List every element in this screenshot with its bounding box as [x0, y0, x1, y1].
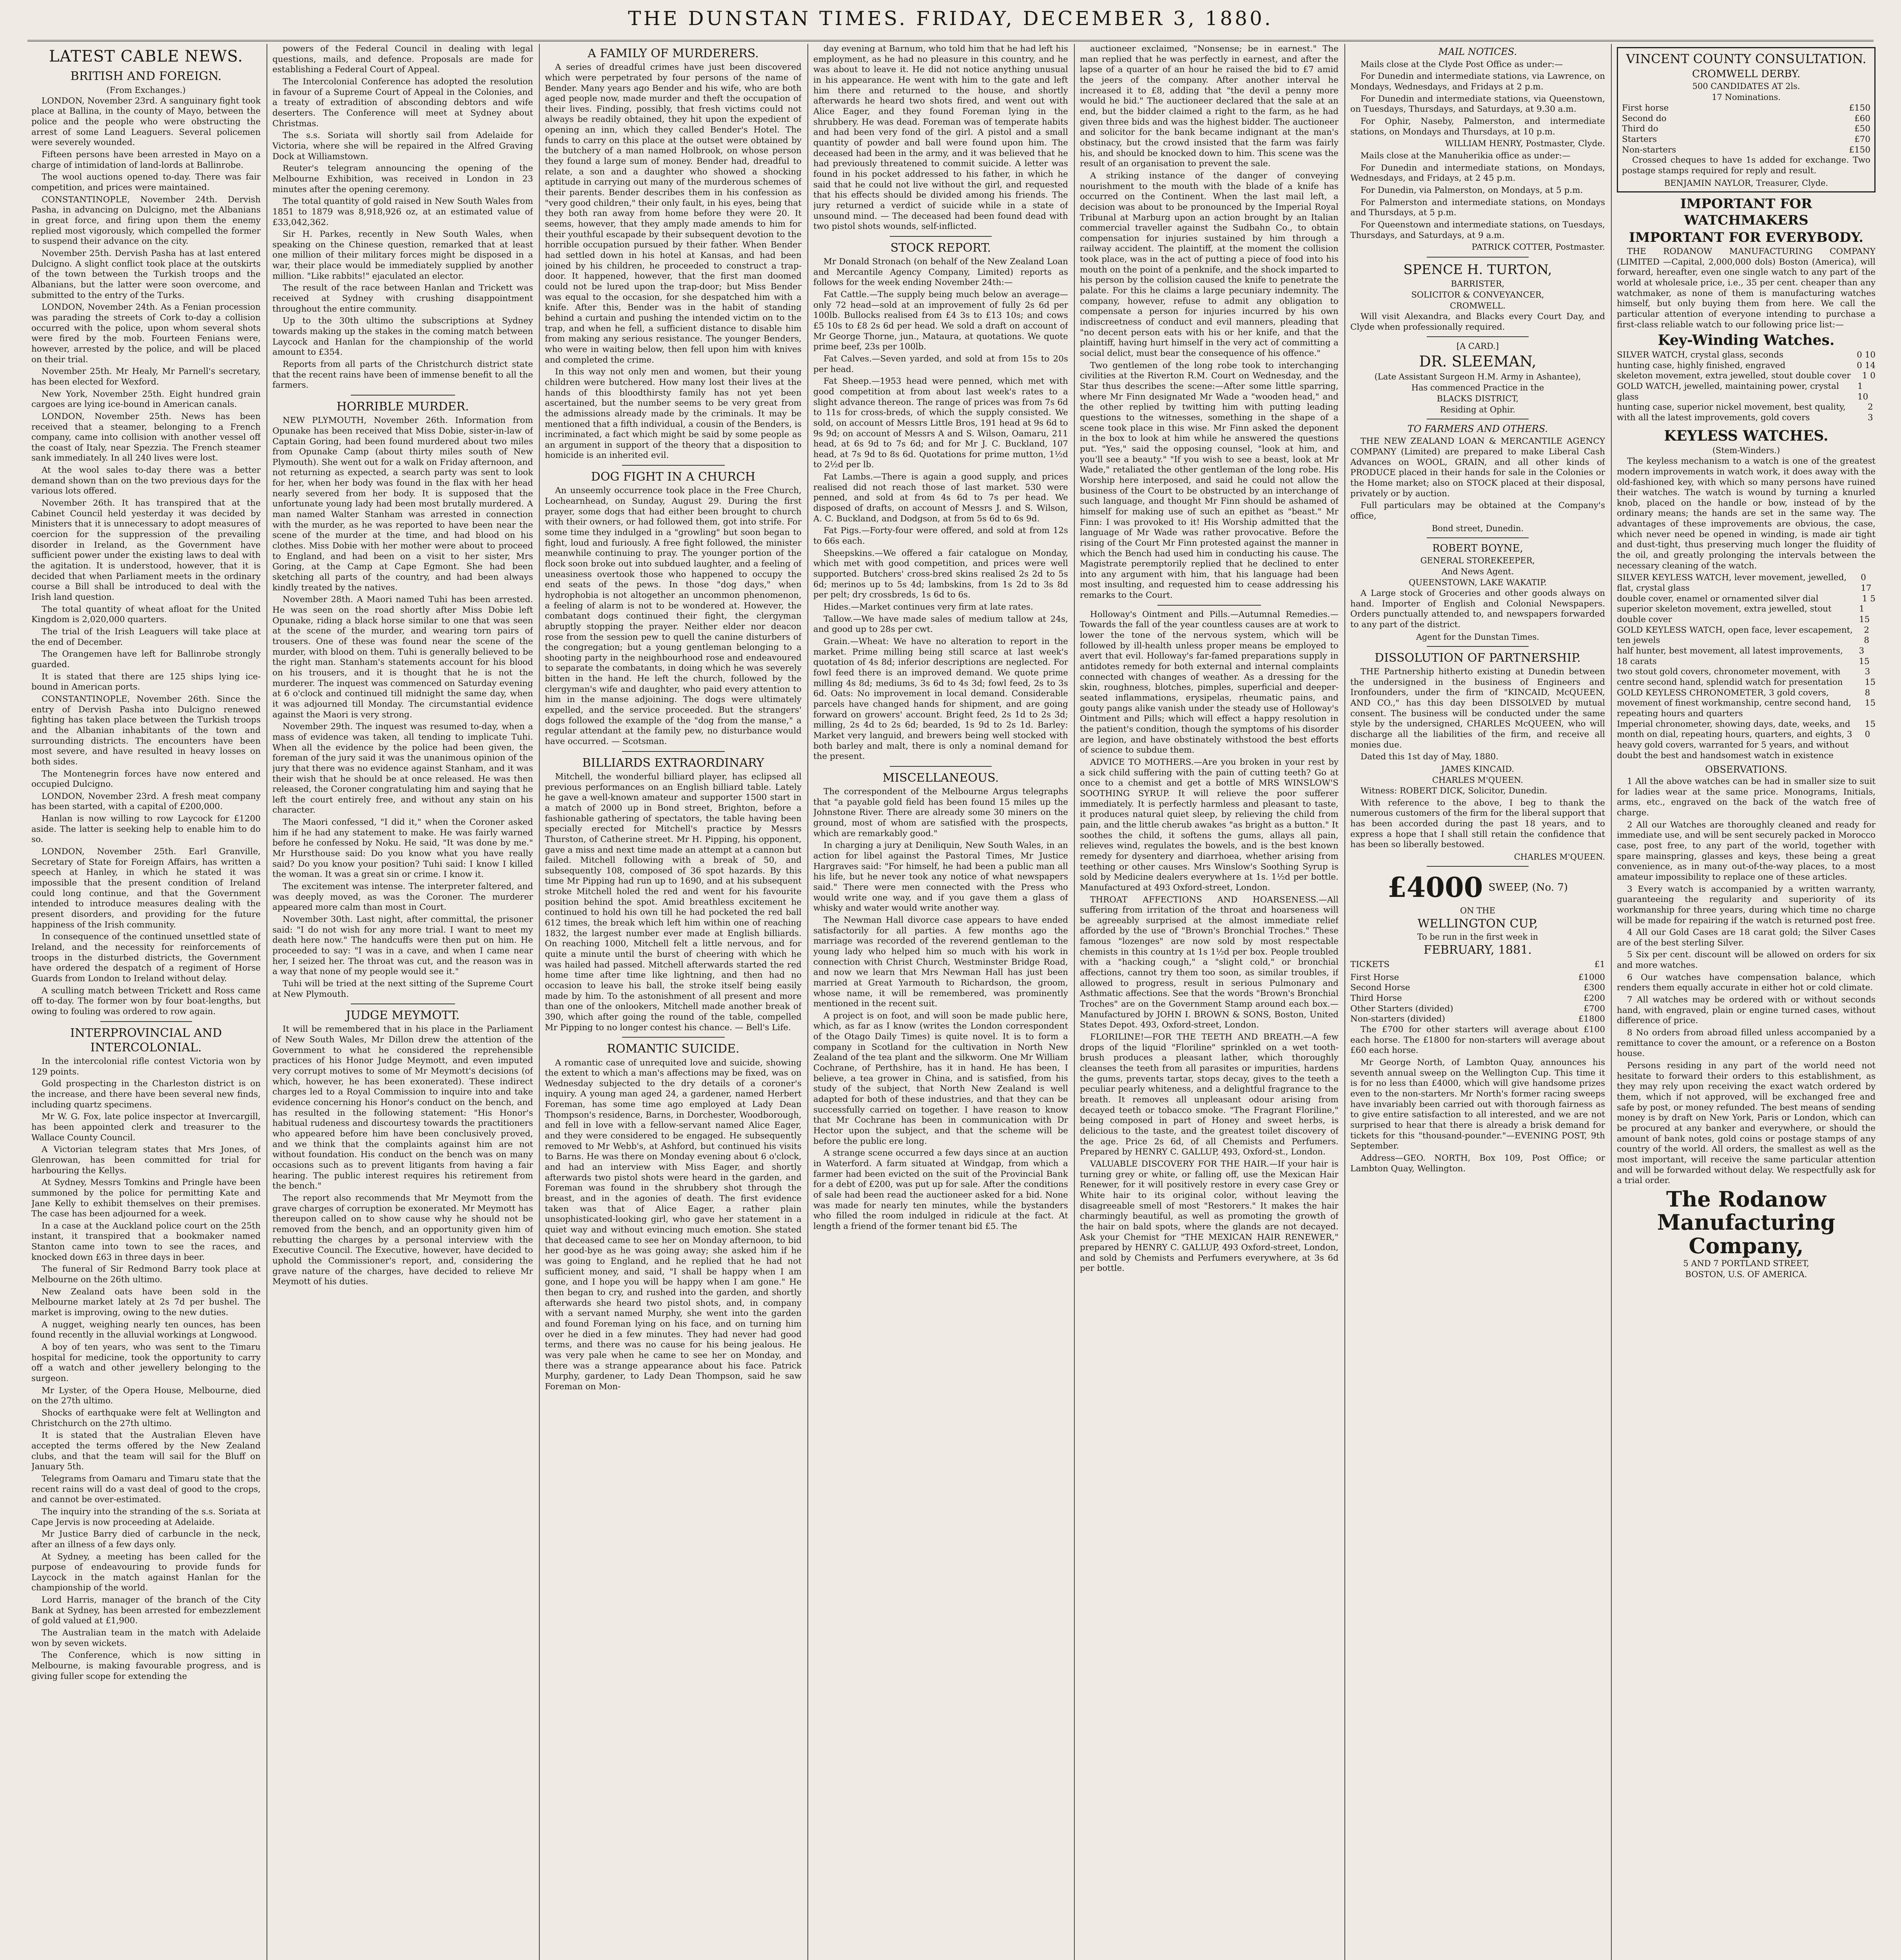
paragraph: Mitchell, the wonderful billiard player, has eclipsed all previous performances on an English billiard table. Lately he gave a well-known amateur and supporter 1500 start in a match of 2000 up in Bond street, Brighton, before a fashionable gathering of spectators, the table having been specially erected for Mitchell's practice by Messrs Thurston, of Catherine street. Mr H. Pipping, his opponent, gave a miss and next time made an attempt at a cannon but failed. Mitchell following with a break of 50, and subsequently 108, composed of 36 spot hazards. By this time Mr Pipping had run up to 1690, and at his subsequent stroke Mitchell holed the red and went for his favourite position behind the spot. Amid breathless excitement he continued to hold his own till he had pocketed the red ball 612 times, the break which left him within one of reaching 1832, the largest number ever made at English billiards. On reaching 1000, Mitchell felt a little nervous, and for quite a minute until the burst of cheering with which he was hailed had passed. Mitchell afterwards started the red home time after time like lightning, and then had no occasion to leave his ball, the stroke itself being easily made by him. To the astonishment of all present and more than one of the onlookers, Mitchell made another break of 390, which after going the round of the table, compelled Mr Pipping to no longer contest his chance. — Bell's Life.	[545, 771, 802, 1033]
paragraph: Sir H. Parkes, recently in New South Wales, when speaking on the Chinese question, remarked that at least one million of their military forces might be disposed in a war, their place would be immediately supplied by another million. "Like rabbits!" ejaculated an elector.	[272, 229, 533, 281]
paragraph: The result of the race between Hanlan and Trickett was received at Sydney with crushing disappointment throughout the entire community.	[272, 283, 533, 314]
paragraph: The report also recommends that Mr Meymott from the grave charges of corruption be exonerated. Mr Meymott has thereupon called on to show cause why he should not be removed from the bench, and an opportunity given him of rebutting the charges by a personal interview with the Executive Council. The Executive, however, have decided to uphold the Commissioner's report, and, considering the grave nature of the charges, have decided to relieve Mr Meymott of his duties.	[272, 1193, 533, 1287]
advertisement-bronchial-troches: THROAT AFFECTIONS AND HOARSENESS.—All suffering from irritation of the throat and hoarseness will be agreeably surprised at the almost immediate relief afforded by the use of "Brown's Bronchial Troches." These famous "lozenges" are now sold by most respectable chemists in this country at 1s 1½d per box. People troubled with a "hacking cough," a "slight cold," or bronchial affections, cannot try them too soon, as similar troubles, if allowed to progress, result in serious Pulmonary and Asthmatic affections. See that the words "Brown's Bronchial Troches" are on the Government Stamp around each box.—Manufactured by JOHN I. BROWN & SONS, Boston, United States Depot. 493, Oxford-street, London.	[1080, 895, 1339, 1030]
paragraph: November 29th. The inquest was resumed to-day, when a mass of evidence was taken, all tending to implicate Tuhi. When all the evidence by the police had been given, the foreman of the jury said it was the unanimous opinion of the jury that there was no evidence against Stanham, and it was their wish that he should be at once released. He was then released, the Coroner congratulating him and saying that he left the court entirely free, and without any stain on his character.	[272, 722, 533, 815]
price-row	[1617, 667, 1876, 688]
paragraph: It is stated that there are 125 ships lying ice-bound in American ports.	[31, 671, 261, 692]
paragraph: It is stated that the Australian Eleven have accepted the terms offered by the New Zealand clubs, and that the team will sail for the Bluff on January 5th.	[31, 1430, 261, 1472]
consultation-note: Crossed cheques to have 1s added for exchange. Two postage stamps required for reply and result.	[1622, 155, 1870, 176]
consultation-prize-row	[1622, 134, 1870, 145]
keyless-subtitle: (Stem-Winders.)	[1712, 446, 1780, 456]
dissolution-signature: CHARLES M'QUEEN.	[1432, 775, 1524, 785]
turton-line: SOLICITOR & CONVEYANCER,	[1411, 290, 1544, 300]
advertisement-hair-renewer: VALUABLE DISCOVERY FOR THE HAIR.—If your hair is turning grey or white, or falling off, use the Mexican Hair Renewer, for it will positively restore in every case Grey or White hair to its original color, without leaving the disagreeable smell of most "Restorers." It makes the hair charmingly beautiful, as well as promoting the growth of the hair on bald spots, where the glands are not decayed. Ask your Chemist for "THE MEXICAN HAIR RENEWER," prepared by HENRY C. GALLUP, 493 Oxford-street, London, and sold by Chemists and Perfumers everywhere, at 3s 6d per bottle.	[1080, 1159, 1339, 1274]
paragraph: November 28th. A Maori named Tuhi has been arrested. He was seen on the road shortly after Miss Dobie left Opunake, riding a black horse similar to one that was seen at the scene of the murder, and wearing torn pairs of trousers. One of these was found near the scene of the murder, with blood on them. Tuhi is generally believed to be the right man. Stanham's statements account for his blood on his trousers, and it is thought that he is not the murderer. The inquest was commenced on Saturday evening at 6 o'clock and continued till midnight the same day, when it was adjourned till Monday. The circumstantial evidence against the Maori is very strong.	[272, 595, 533, 720]
prize-amount: £1800	[1578, 1014, 1605, 1024]
paragraph: Reuter's telegram announcing the opening of the Melbourne Exhibition, was received in London in 23 minutes after the opening ceremony.	[272, 163, 533, 194]
prize-label: Other Starters (divided)	[1350, 1004, 1453, 1014]
paragraph: A nugget, weighing nearly ten ounces, has been found recently in the alluvial workings at Longwood.	[31, 1319, 261, 1340]
prize-label: Third Horse	[1350, 993, 1402, 1004]
paragraph: A romantic case of unrequited love and suicide, showing the extent to which a man's affections may be fixed, was on Wednesday subjected to the dry details of a coroner's inquiry. A young man aged 24, a gardener, named Herbert Foreman, has some time ago employed at Lady Dean Thompson's residence, Barns, in Dorchester, Woodborough, and fell in love with a fellow-servant named Alice Eager, and they were considered to be engaged. He subsequently removed to Mr Webb's, at Ashford, but continued his visits to Barns. He was there on Monday evening about 6 o'clock, and had an interview with Miss Eager, and shortly afterwards two pistol shots were heard in the garden, and Foreman was found in the shrubbery shot through the breast, and in the agonies of death. The first evidence taken was that of Alice Eager, a rather plain unsophisticated-looking girl, who gave her statement in a quiet way and without evincing much emotion. She stated that deceased came to see her on Monday afternoon, to bid her good-bye as he was going away; she asked him if he was going to England, and he replied that he had not sufficient money, and said, "I shall be happy when I am gone, and I hope you will be happy when I am gone." He then began to cry, and rushed into the garden, and shortly afterwards she heard two pistol shots, and, in company with a servant named Murphy, she went into the garden and found Foreman lying on his face, and on turning him over he died in a few minutes. They had never had good terms, and there was no cause for his being jealous. He was very pale when he came to see her on Monday, and there was a strange appearance about his face. Patrick Murphy, gardener, to Lady Dean Thompson, said he saw Foreman on Mon-	[545, 1058, 802, 1392]
consultation-nominations: 17 Nominations.	[1712, 92, 1781, 102]
mail-line: For Dunedin and intermediate stations, on Mondays, Wednesdays, and Fridays, at 2 45 p.m.	[1350, 163, 1605, 183]
paragraph: A Victorian telegram states that Mrs Jones, of Glenrowan, has been committed for trial for harbouring the Kellys.	[31, 1145, 261, 1176]
observation: 2 All our Watches are thoroughly cleaned and ready for immediate use, and will be sent securely packed in Morocco case, post free, to any part of the world, together with spare mainspring, glasses and keys, these being a great convenience, as in many out-of-the-way places, to a most amateur impossibility to replace one of these articles.	[1617, 820, 1876, 882]
column-rule	[539, 44, 540, 1960]
paragraph: Mr W. G. Fox, late police inspector at Invercargill, has been appointed clerk and treasurer to the Wallace County Council.	[31, 1112, 261, 1143]
paragraph: The Maori confessed, "I did it," when the Coroner asked him if he had any statement to make. He was fairly warned before he confessed by Noku. He said, "It was done by me." Mr Hursthouse said: Do you know what you have really said? Do you know your position? Tuhi said: I know I killed the woman. It was a great sin or crime. I know it.	[272, 817, 533, 880]
boyne-agent: Agent for the Dunstan Times.	[1416, 632, 1540, 642]
dissolution-note: With reference to the above, I beg to thank the numerous customers of the firm for the liberal support that has been accorded during the past 18 years, and to express a hope that I shall still retain the confidence that has been so liberally bestowed.	[1350, 798, 1605, 850]
mail-line: For Ophir, Naseby, Palmerston, and intermediate stations, on Mondays and Thursdays, at 10 p.m.	[1350, 116, 1605, 137]
paragraph: November 25th. Dervish Pasha has at last entered Dulcigno. A slight conflict took place at the outskirts of the town between the Turkish troops and the Albanians, but the latter were soon overcome, and submitted to the entry of the Turks.	[31, 249, 261, 300]
paragraph: Gold prospecting in the Charleston district is on the increase, and there have been several new finds, including quartz specimens.	[31, 1079, 261, 1110]
dissolution-signature: JAMES KINCAID.	[1441, 764, 1515, 774]
divider	[1427, 257, 1529, 258]
price-value: 0 10	[1857, 350, 1876, 360]
boyne-line: QUEENSTOWN, LAKE WAKATIP.	[1409, 578, 1547, 588]
article-body	[272, 416, 533, 1000]
sweep-note: Mr George North, of Lambton Quay, announces his seventh annual sweep on the Wellington Cup. This time it is for no less than £4000, which will give handsome prizes even to the non-starters. Mr North's former racing sweeps have invariably been carried out with thorough fairness as to give entire satisfaction to all interested, and we are not surprised to hear that there is already a brisk demand for tickets for this "thousand-pounder."—EVENING POST, 9th September.	[1350, 1058, 1605, 1151]
section-subheading: JUDGE MEYMOTT.	[346, 1009, 460, 1023]
boyne-name: ROBERT BOYNE,	[1432, 542, 1523, 554]
paragraph: The Conference, which is now sitting in Melbourne, is making favourable progress, and is giving fuller scope for extending the	[31, 1650, 261, 1681]
prize-label: Starters	[1622, 134, 1657, 144]
column-rule	[1344, 44, 1345, 1960]
paragraph: Tallow.—We have made sales of medium tallow at 24s, and good up to 28s per cwt.	[813, 614, 1068, 635]
paragraph: NEW PLYMOUTH, November 26th. Information from Opunake has been received that Miss Dobie, sister-in-law of Captain Goring, had been found murdered about two miles from Opunake Camp (about thirty miles south of New Plymouth). She went out for a walk on Friday afternoon, and not returning as expected, a search party was sent to look for her, when her body was found in the flax with her head nearly severed from her body. It is supposed that the unfortunate young lady had been most brutally murdered. A man named Walter Stanham was arrested in connection with the murder, as he was reported to have been near the scene of the murder at the time, and had blood on his clothes. Miss Dobie with her mother were about to proceed to England, and had been on a visit to her sister, Mrs Goring, at the Camp at Cape Egmont. She had been sketching all parts of the country, and had been always kindly treated by the natives.	[272, 416, 533, 593]
price-value: 0 17	[1861, 573, 1872, 593]
prize-amount: £200	[1584, 993, 1605, 1004]
section-subheading: HORRIBLE MURDER.	[336, 400, 469, 414]
price-value: 2 3	[1868, 402, 1873, 423]
sweep-line: ON THE	[1460, 906, 1495, 915]
boyne-line: GENERAL STOREKEEPER,	[1420, 556, 1535, 565]
price-row	[1617, 646, 1876, 667]
consultation-box	[1617, 47, 1876, 192]
paragraph: auctioneer exclaimed, "Nonsense; be in earnest." The man replied that he was perfectly in earnest, and after the lapse of a quarter of an hour he raised the bid to £7 amid the jeers of the company. After another interval he increased it to £8, adding that "the devil a penny more would he bid." The auctioneer declared that the sale at an end, but the bidder claimed a right to the farm, as he had given three bids and was the highest bidder. The auctioneer and solicitor for the bank became indignant at the man's obstinacy, but the crowd insisted that the farm was fairly his, and should be knocked down to him. This scene was the result of an organisation to prevent the sale.	[1080, 44, 1339, 169]
section-subheading: DOG FIGHT IN A CHURCH	[591, 470, 756, 484]
price-label: GOLD WATCH, jewelled, maintaining power, crystal glass	[1617, 381, 1839, 402]
consultation-prize-row	[1622, 114, 1870, 124]
divider	[890, 766, 992, 767]
paragraph: Telegrams from Oamaru and Timaru state that the recent rains will do a vast deal of good to the crops, and cannot be over-estimated.	[31, 1474, 261, 1505]
prize-label: First Horse	[1350, 972, 1399, 982]
column-rule	[1074, 44, 1075, 1960]
mail-line: For Dunedin, via Palmerston, on Mondays, at 5 p.m.	[1360, 185, 1583, 195]
paragraph: A strange scene occurred a few days since at an auction in Waterford. A farm situated at Windgap, from which a farmer had been evicted on the suit of the Provincial Bank for a debt of £200, was put up for sale. After the conditions of sale had been read the auctioneer asked for a bid. None was made for nearly ten minutes, while the bystanders who filled the room indulged in ridicule at the fact. At length a friend of the former tenant bid £5. The	[813, 1148, 1068, 1231]
paragraph: An unseemly occurrence took place in the Free Church, Lochearnhead, on Sunday, August 29. During the first prayer, some dogs that had either been brought to church with their owners, or had followed them, got into strife. For some time they indulged in a "growling" but soon began to fight, loud and furiously. A free fight followed, the minister meanwhile continuing to pray. The younger portion of the flock soon broke out into subdued laughter, and a feeling of uneasiness overtook those who happened to occupy the end seats of the pews. In those "dog days," when hydrophobia is not altogether an uncommon phenomenon, a feeling of alarm is not to be wondered at. However, the combatant dogs continued their fight, the clergyman abruptly stopping the prayer. Neither elder nor deacon rose from the session pew to quell the canine disturbers of the congregation; but a young gentleman belonging to a shooting party in the neighbourhood rose and endeavoured to separate the combatants, in doing which he was severely bitten in the hand. He left the church, followed by the clergyman's wife and daughter, who paid every attention to him in the manse adjoining. The dogs were ultimately expelled, and the service proceeded. But the strangers' dogs followed the example of the "dog from the manse," a regular attendant at the family pew, no disturbance would have occurred. — Scotsman.	[545, 486, 802, 747]
section-subheading: INTERPROVINCIAL AND INTERCOLONIAL.	[70, 1026, 222, 1054]
article-body	[31, 96, 261, 1017]
price-label: SILVER WATCH, crystal glass, seconds	[1617, 350, 1784, 360]
observation: 1 All the above watches can be had in smaller size to suit for ladies wear at the same price. Monograms, Initials, arms, etc., engraved on the back of the watch free of charge.	[1617, 776, 1876, 818]
observation: 7 All watches may be ordered with or without seconds hand, with engraved, plain or engine turned cases, without difference of price.	[1617, 995, 1876, 1026]
price-row	[1617, 371, 1876, 381]
sweep-prize-row	[1350, 973, 1605, 983]
rodanow-persons: Persons residing in any part of the world need not hesitate to forward their orders to this establishment, as they may rely upon receiving the exact watch ordered by them, which if not approved, will be exchanged free and safe by post, or money refunded. The best means of sending money is by draft on New York, Paris or London, which can be procured at any banker and everywhere, or should the amount of bank notes, gold coins or postage stamps of any country of the world. All orders, the smallest as well as the most important, will receive the same particular attention and will be forwarded without delay. We respectfully ask for a trial order.	[1617, 1061, 1876, 1186]
consultation-signature: BENJAMIN NAYLOR, Treasurer, Clyde.	[1664, 178, 1828, 188]
paragraph: The Australian team in the match with Adelaide won by seven wickets.	[31, 1628, 261, 1648]
price-row	[1617, 381, 1876, 402]
boyne-text: A Large stock of Groceries and other goods always on hand. Importer of English and Colonial Newspapers. Orders punctually attended to, and newspapers forwarded to any part of the district.	[1350, 588, 1605, 630]
price-row	[1617, 604, 1876, 625]
paragraph: Mr Justice Barry died of carbuncle in the neck, after an illness of a few days only.	[31, 1529, 261, 1550]
sweep-note: The £700 for other starters will average about £100 each horse. The £1800 for non-starters will average about £60 each horse.	[1350, 1025, 1605, 1056]
column-7	[1617, 44, 1876, 1960]
keyless-title: KEYLESS WATCHES.	[1664, 427, 1828, 444]
sweep-tickets	[1350, 960, 1605, 970]
turton-line: BARRISTER,	[1451, 279, 1505, 289]
price-value: 1 5	[1862, 593, 1876, 604]
paragraph: In the intercolonial rifle contest Victoria won by 129 points.	[31, 1056, 261, 1077]
paragraph: A boy of ten years, who was sent to the Timaru hospital for medicine, took the opportunity to carry off a watch and other jewellery belonging to the surgeon.	[31, 1342, 261, 1383]
prize-label: Non-starters (divided)	[1350, 1014, 1445, 1024]
paragraph: The inquiry into the stranding of the s.s. Soriata at Cape Jervis is now proceeding at Adelaide.	[31, 1506, 261, 1527]
paragraph: The s.s. Soriata will shortly sail from Adelaide for Victoria, where she will be repaired in the Alfred Graving Dock at Williamstown.	[272, 131, 533, 162]
paragraph: At the wool sales to-day there was a better demand shown than on the two previous days for the various lots offered.	[31, 465, 261, 496]
price-row	[1617, 350, 1876, 361]
paragraph: In this way not only men and women, but their young children were butchered. How many lost their lives at the hands of this bloodthirsty family has not yet been ascertained, but the number seems to be very great from the admissions already made by the criminals. It may be mentioned that a fifth individual, a cousin of the Benders, is incriminated, a fact which might be said by some people as an argument in support of the theory that a disposition to homicide is an inherited evil.	[545, 367, 802, 461]
paragraph: Two gentlemen of the long robe took to interchanging civilities at the Riverton R.M. Court on Wednesday, and the Star thus describes the scene:—After some little sparring, where Mr Finn designated Mr Wade a "wooden head," and the other replied by twitting him with putting leading questions to the witnesses, something in the shape of a scene took place in this wise. Mr Finn asked the deponent in the box to look at him while he answered the questions put. "Yes," said the opposing counsel, "look at him, and you'll see a beauty." "If you wish to see a beast, look at Mr Wade," retaliated the other gentleman of the long robe. His Worship here interposed, and said he could not allow the business of the Court to be obstructed by an interchange of such language, and thought Mr Finn should be ashamed of himself for making use of such an epithet as "beast." Mr Finn: I was provoked to it! His Worship admitted that the language of Mr Wade was rather provocative. Before the rising of the Court Mr Finn protested against the manner in which the Bench had used him in conducting his cause. The Magistrate peremptorily replied that he declined to enter into any argument with him, that his language had been most insulting, and requested him to cease addressing his remarks to the Court.	[1080, 360, 1339, 601]
column-4	[813, 44, 1068, 1960]
paragraph: LONDON, November 25th. Earl Granville, Secretary of State for Foreign Affairs, has written a speech at Hanley, in which he stated it was impossible that the present condition of Ireland could long continue, and that the Government intended to introduce measures dealing with the present disorders, and providing for the future happiness of the Irish community.	[31, 847, 261, 930]
price-value: 0 14	[1857, 360, 1876, 370]
prize-amount: £150	[1849, 103, 1870, 113]
sweep-prize-row	[1350, 983, 1605, 993]
turton-line: CROMWELL.	[1449, 301, 1506, 311]
paragraph: The correspondent of the Melbourne Argus telegraphs that "a payable gold field has been found 15 miles up the Johnstone River. There are already some 30 miners on the ground, most of whom are satisfied with the prospects, which are remarkably good."	[813, 787, 1068, 838]
sleeman-line: Has commenced Practice in the	[1411, 383, 1544, 392]
paragraph: The wool auctions opened to-day. There was fair competition, and prices were maintained.	[31, 172, 261, 193]
consultation-prize-row	[1622, 124, 1870, 134]
price-value: 1 15	[1859, 604, 1870, 625]
price-label: hunting case, superior nickel movement, best quality, with all the latest improvements, gold covers	[1617, 402, 1846, 423]
section-subheading: MISCELLANEOUS.	[882, 771, 999, 785]
paragraph: A sculling match between Trickett and Ross came off to-day. The former won by four boat-lengths, but owing to fouling was ordered to row again.	[31, 985, 261, 1016]
keyless-text: The keyless mechanism to a watch is one of the greatest modern improvements in watch work, it does away with the old-fashioned key, with which so many persons have ruined their watches. The watch is wound by turning a knurled knob, placed on the handle or bow, instead of by the ordinary means; the hands are set in the same way. The advantages of these improvements are obvious, the case, which never need be opened in winding, is made air tight and dust-tight, thus preserving much longer the fluidity of the oil, and greatly prolonging the intervals between the necessary cleaning of the watch.	[1617, 456, 1876, 571]
section-subheading: BRITISH AND FOREIGN.	[70, 69, 222, 83]
paragraph: In charging a jury at Deniliquin, New South Wales, in an action for libel against the Pastoral Times, Mr Justice Hargraves said: "For himself, he had been a public man all his life, but he never took any notice of what newspapers said." There were men connected with the Press who would write one way, and if you gave them a glass of whisky and water would write another way.	[813, 840, 1068, 913]
farmers-address: Bond street, Dunedin.	[1431, 523, 1524, 533]
divider	[1427, 537, 1529, 538]
paragraph: In a case at the Auckland police court on the 25th instant, it transpired that a bookmaker named Stanton came into town to see the races, and knocked down £63 in three days in beer.	[31, 1221, 261, 1262]
divider	[1427, 646, 1529, 647]
paragraph: The Newman Hall divorce case appears to have ended satisfactorily for all parties. A few months ago the marriage was recorded of the reverend gentleman to the young lady who helped him so much with his work in connection with Christ Church, Westminster Bridge Road, and now we learn that Mrs Newman Hall has just been married at Great Yarmouth to Richardson, the groom, whose name, it will be remembered, was prominently mentioned in the recent suit.	[813, 915, 1068, 1009]
dissolution-date: Dated this 1st day of May, 1880.	[1360, 752, 1499, 762]
paragraph: Fat Pigs.—Forty-four were offered, and sold at from 12s to 66s each.	[813, 526, 1068, 546]
dissolution-heading: DISSOLUTION OF PARTNERSHIP.	[1375, 651, 1581, 665]
sweep-header	[1350, 871, 1605, 905]
paragraph: It will be remembered that in his place in the Parliament of New South Wales, Mr Dillon drew the attention of the Government to what he considered the reprehensible practices of his Honor Judge Meymott, and even imputed very corrupt motives to some of Mr Meymott's decisions (of which, however, he has been exonerated). These indirect charges led to a Royal Commission to inquire into and take evidence concerning his Honor's conduct on the bench, and has resulted in the following statement: "His Honor's habitual rudeness and discourtesy towards the practitioners who appeared before him have been conclusively proved, and we think that the complaints against him are not without foundation. His conduct on the bench was on many occasions such as to prevent litigants from having a fair hearing. The public interest requires his retirement from the bench."	[272, 1024, 533, 1191]
price-row	[1617, 573, 1876, 593]
tickets-label: TICKETS	[1350, 960, 1390, 970]
paragraph: The Montenegrin forces have now entered and occupied Dulcigno.	[31, 769, 261, 789]
price-label: superior skeleton movement, extra jewelled, stout double cover	[1617, 604, 1832, 625]
sleeman-name: DR. SLEEMAN,	[1419, 352, 1536, 370]
prize-label: Third do	[1622, 124, 1658, 134]
price-label: half hunter, best movement, all latest improvements, 18 carats	[1617, 646, 1843, 666]
sweep-prize-row	[1350, 1004, 1605, 1014]
consultation-title: VINCENT COUNTY CONSULTATION.	[1626, 51, 1867, 66]
paragraph: The excitement was intense. The interpreter faltered, and was deeply moved, as was the Coroner. The murderer appeared more calm than most in Court.	[272, 882, 533, 913]
source-note: (From Exchanges.)	[106, 85, 186, 95]
mail-line: For Queenstown and intermediate stations, on Tuesdays, Thursdays, and Saturdays, at 9 a.m.	[1350, 220, 1605, 240]
prize-amount: £70	[1854, 134, 1870, 144]
farmers-text: THE NEW ZEALAND LOAN & MERCANTILE AGENCY COMPANY (Limited) are prepared to make Liberal Cash Advances on WOOL, GRAIN, and all other kinds of PRODUCE placed in their hands for sale in the Colonies or the Home market; also on STOCK placed at their disposal, privately or by auction.	[1350, 436, 1605, 499]
article-body	[272, 44, 533, 391]
consultation-prize-row	[1622, 103, 1870, 114]
observation: 8 No orders from abroad filled unless accompanied by a remittance to cover the amount, or a reference on a Boston house.	[1617, 1028, 1876, 1059]
rodanow-city: BOSTON, U.S. OF AMERICA.	[1685, 1270, 1807, 1279]
price-value: 1 10	[1857, 381, 1868, 402]
paragraph: Fat Cattle.—The supply being much below an average—only 72 head—sold at an improvement of fully 2s 6d per 100lb. Bullocks realised from £4 3s to £13 10s; and cows £5 10s to £8 2s 6d per head. We sold a draft on account of Mr George Thorne, jun., Mataura, at quotations. We quote prime beef, 23s per 100lb.	[813, 289, 1068, 352]
section-subheading: STOCK REPORT.	[890, 241, 991, 255]
section-subheading: ROMANTIC SUICIDE.	[607, 1042, 740, 1056]
sleeman-line: Residing at Ophir.	[1440, 405, 1516, 414]
paragraph: Up to the 30th ultimo the subscriptions at Sydney towards making up the stakes in the coming match between Laycock and Hanlan for the championship of the world amount to £354.	[272, 316, 533, 358]
price-value: 3 15	[1865, 667, 1876, 687]
dissolution-witness: Witness: ROBERT DICK, Solicitor, Dunedin.	[1360, 786, 1547, 796]
sweep-prize-row	[1350, 1014, 1605, 1025]
paragraph: November 30th. Last night, after committal, the prisoner said: "I do not wish for any more trial. I want to meet my death here now." The handcuffs were then put on him. He proceeded to say: "I was in a cave, and when I came near her, I seized her. The throat was cut, and the reason was in a way that none of my people would see it."	[272, 915, 533, 977]
paragraph: A project is on foot, and will soon be made public here, which, as far as I know (writes the London correspondent of the Otago Daily Times) is quite novel. It is to form a company in Scotland for the cultivation in North New Zealand of the tea plant and the silkworm. One Mr William Cochrane, of Perthshire, has it in hand. He has been, I believe, a tea grower in China, and is satisfied, from his study of the subject, that North New Zealand is well adapted for both of these industries, and that they can be successfully carried on together. I have reason to know that Mr Cochrane has been in communication with Dr Hector upon the subject, and that the scheme will be before the public ere long.	[813, 1011, 1068, 1146]
divider	[351, 395, 455, 396]
consultation-candidates: 500 CANDIDATES AT 2ls.	[1692, 81, 1800, 91]
column-1	[31, 44, 261, 1960]
sweep-address: Address—GEO. NORTH, Box 109, Post Office; or Lambton Quay, Wellington.	[1350, 1153, 1605, 1174]
price-label: hunting case, highly finished, engraved	[1617, 360, 1786, 370]
advertisement-soothing-syrup: ADVICE TO MOTHERS.—Are you broken in your rest by a sick child suffering with the pain of cutting teeth? Go at once to a chemist and get a bottle of MRS WINSLOW'S SOOTHING SYRUP. It will relieve the poor sufferer immediately. It is perfectly harmless and pleasant to taste, it produces natural quiet sleep, by relieving the child from pain, and the little cherub awakes "as bright as a button." It soothes the child, it softens the gums, allays all pain, relieves wind, regulates the bowels, and is the best known remedy for dysentery and diarrhoea, whether arising from teething or other causes. Mrs Winslow's Soothing Syrup is sold by Medicine dealers everywhere at 1s. 1½d per bottle. Manufactured at 493 Oxford-street, London.	[1080, 757, 1339, 893]
price-label: Imperial chronometer, showing days, date, weeks, and month on dial, repeating hours, quarters, and eights, 3 heavy gold covers, warranted for 5 years, and without doubt the best and handsomest watch in existence	[1617, 719, 1852, 760]
paragraph: Fat Lambs.—There is again a good supply, and prices realised did not reach those of last market. 530 were penned, and sold at from 4s 6d to 7s per head. We disposed of drafts, on account of Messrs J. and S. Wilson, A. C. Buckland, and Dodgson, at from 5s 6d to 6s 9d.	[813, 472, 1068, 524]
paragraph: Fat Sheep.—1953 head were penned, which met with good competition at from about last week's rates to a slight advance thereon. The range of prices was from 7s 6d to 11s for cross-breds, of which the supply consisted. We sold, on account of Messrs Little Bros, 191 head at 9s 6d to 9s 9d; on account of Messrs A and S. Wilson, Oamaru, 211 head, at 6s 9d to 7s 6d; and for Mr J. C. Buckland, 107 head, at 7s 9d to 8s 6d. Quotations for prime mutton, 1½d to 2½d per lb.	[813, 376, 1068, 470]
price-label: skeleton movement, extra jewelled, stout double cover	[1617, 371, 1851, 381]
paragraph: Hides.—Market continues very firm at late rates.	[824, 602, 1033, 612]
paragraph: Fifteen persons have been arrested in Mayo on a charge of intimidation of land-lords at Ballinrobe.	[31, 150, 261, 170]
divider	[1157, 605, 1261, 606]
consultation-prize-row	[1622, 145, 1870, 156]
observation: 4 All our Gold Cases are 18 carat gold; the Silver Cases are of the best sterling Silver.	[1617, 927, 1876, 948]
mail-line: WILLIAM HENRY, Postmaster, Clyde.	[1445, 139, 1605, 149]
paragraph: The total quantity of wheat afloat for the United Kingdom is 2,020,000 quarters.	[31, 604, 261, 625]
price-value: 8 15	[1865, 688, 1876, 708]
masthead: THE DUNSTAN TIMES. FRIDAY, DECEMBER 3, 1880.	[628, 7, 1273, 30]
paragraph: New Zealand oats have been sold in the Melbourne market lately at 2s 7d per bushel. The market is improving, owing to the new duties.	[31, 1287, 261, 1318]
advertisement-holloway: Holloway's Ointment and Pills.—Autumnal Remedies.—Towards the fall of the year countless causes are at work to lower the tone of the nervous system, which will be followed by ill-health unless proper means be employed to avert that evil. Holloway's far-famed preparations supply in antidotes remedy for both external and internal complaints connected with changes of weather. As a dressing for the skin, roughness, blotches, pimples, superficial and deeper-seated inflammations, erysipelas, rheumatic pains, and gouty pangs alike vanish under the steady use of Holloway's Ointment and Pills; which will effect a happy resolution in the patient's condition, though the symptoms of his disorder are legion, and have obstinately withstood the best efforts of science to subdue them.	[1080, 609, 1339, 755]
mail-line: For Dunedin and intermediate stations, via Lawrence, on Mondays, Wednesdays, and Fridays at 2 p.m.	[1350, 71, 1605, 92]
prize-label: Second Horse	[1350, 983, 1410, 993]
paragraph: LONDON, November 25th. News has been received that a steamer, belonging to a French company, came into collision with another vessel off the coast of Italy, near Spezzia. The French steamer sank immediately. In all 240 lives were lost.	[31, 411, 261, 463]
paragraph: Tuhi will be tried at the next sitting of the Supreme Court at New Plymouth.	[272, 978, 533, 999]
paragraph: Reports from all parts of the Christchurch district state that the recent rains have been of immense benefit to all the farmers.	[272, 359, 533, 390]
divider	[100, 1021, 192, 1022]
paragraph: LONDON, November 23rd. A sanguinary fight took place at Ballina, in the county of Mayo, between the police and the people who were obstructing the arrest of some Land Leaguers. Several policemen were severely wounded.	[31, 96, 261, 148]
column-rule	[807, 44, 808, 1960]
paragraph: LONDON, November 23rd. A fresh meat company has been started, with a capital of £200,000.	[31, 791, 261, 812]
tickets-price: £1	[1594, 960, 1605, 970]
price-value: 3 15	[1859, 646, 1870, 666]
prize-amount: £700	[1584, 1004, 1605, 1014]
article-body	[31, 1056, 261, 1682]
paragraph: At Sydney, a meeting has been called for the purpose of endeavouring to provide funds for Laycock in the match against Hanlan for the championship of the world.	[31, 1552, 261, 1593]
paragraph: The trial of the Irish Leaguers will take place at the end of December.	[31, 626, 261, 647]
turton-line: Will visit Alexandra, and Blacks every Court Day, and Clyde when professionally required.	[1350, 312, 1605, 332]
price-label: GOLD KEYLESS CHRONOMETER, 3 gold covers, movement of finest workmanship, centre second hand, repeating hours and quarters	[1617, 688, 1852, 719]
paragraph: Fat Calves.—Seven yarded, and sold at from 15s to 20s per head.	[813, 354, 1068, 374]
sleeman-line: BLACKS DISTRICT,	[1437, 394, 1519, 403]
rodanow-title: IMPORTANT FOR EVERYBODY.	[1629, 229, 1864, 245]
mail-line: Mails close at the Manuherikia office as under:—	[1360, 151, 1571, 161]
sweep-label: SWEEP, (No. 7)	[1488, 882, 1568, 894]
price-row	[1617, 402, 1876, 423]
paragraph: Hanlan is now willing to row Laycock for £1200 aside. The latter is seeking help to enable him to do so.	[31, 814, 261, 845]
rodanow-footer: The Rodanow Manufacturing Company,	[1657, 1186, 1836, 1258]
divider	[622, 1037, 725, 1038]
paragraph: CONSTANTINOPLE, November 24th. Dervish Pasha, in advancing on Dulcigno, met the Albanians in great force, and firing upon them the enemy replied most vigorously, which compelled the former to suspend their advance on the city.	[31, 194, 261, 247]
section-subheading: BILLIARDS EXTRAORDINARY	[582, 756, 764, 770]
boyne-line: And News Agent.	[1441, 567, 1514, 577]
paragraph: The funeral of Sir Redmond Barry took place at Melbourne on the 26th ultimo.	[31, 1264, 261, 1285]
prize-amount: £60	[1854, 113, 1870, 123]
mail-line: For Dunedin and intermediate stations, via Queenstown, on Tuesdays, Thursdays, and Saturdays, at 9.30 a.m.	[1350, 94, 1605, 114]
sleeman-line: (Late Assistant Surgeon H.M. Army in Ashantee),	[1374, 372, 1581, 381]
rodanow-title: IMPORTANT FOR WATCHMAKERS	[1680, 196, 1812, 228]
price-value: 15 0	[1865, 719, 1876, 740]
sweep-amount: £4000	[1387, 871, 1483, 904]
prize-amount: £300	[1584, 983, 1605, 993]
price-value: 1 0	[1862, 371, 1876, 381]
paragraph: November 25th. Mr Healy, Mr Parnell's secretary, has been elected for Wexford.	[31, 367, 261, 387]
key-winding-title: Key-Winding Watches.	[1658, 332, 1835, 349]
divider	[1427, 336, 1529, 337]
paragraph: In consequence of the continued unsettled state of Ireland, and the necessity for reinforcements of troops in the disturbed districts, the Government have ordered the despatch of a regiment of Horse Guards from London to Ireland without delay.	[31, 932, 261, 984]
paragraph: Shocks of earthquake were felt at Wellington and Christchurch on the 27th ultimo.	[31, 1408, 261, 1428]
rodanow-address: 5 AND 7 PORTLAND STREET,	[1683, 1259, 1809, 1269]
sweep-month: FEBRUARY, 1881.	[1424, 943, 1532, 957]
paragraph: November 26th. It has transpired that at the Cabinet Council held yesterday it was decided by Ministers that it is unnecessary to adopt measures of coercion for the suppression of the prevailing disorder in Ireland, as the Government have sufficient power under the existing laws to deal with the agitation. It is understood, however, that it is decided that when Parliament meets in the ordinary course a Bill shall be introduced to deal with the Irish land question.	[31, 498, 261, 602]
price-label: SILVER KEYLESS WATCH, lever movement, jewelled, flat, crystal glass	[1617, 573, 1847, 593]
prize-amount: £50	[1854, 124, 1870, 134]
mail-line: For Palmerston and intermediate stations, on Mondays and Thursdays, at 5 p.m.	[1350, 197, 1605, 218]
paragraph: powers of the Federal Council in dealing with legal questions, mails, and defence. Proposals are made for establishing a Federal Court of Appeal.	[272, 44, 533, 75]
column-2	[272, 44, 533, 1960]
paragraph: day evening at Barnum, who told him that he had left his employment, as he had no pleasure in this country, and he was about to leave it. He did not notice anything unusual in his appearance. He went with him to the gate and left him there and returned to the house, and shortly afterwards he heard two shots fired, and went out with Alice Eager, and they found Foreman lying in the shrubbery. He was dead. Foreman was of temperate habits and had been very fond of the girl. A pistol and a small quantity of powder and ball were found upon him. The deceased had been in the army, and it was believed that he had previously threatened to commit suicide. A letter was found in his pocket addressed to his father, in which he said that he could not live without the girl, and requested that his effects should be divided among his friends. The jury returned a verdict of suicide while in a state of unsound mind. — The deceased had been found dead with two pistol shots wounds, self-inflicted.	[813, 44, 1068, 232]
column-rule	[1611, 44, 1612, 1960]
paragraph: LONDON, November 24th. As a Fenian procession was parading the streets of Cork to-day a collision occurred with the police, upon whom several shots were fired by the mob. Fourteen Fenians were, however, arrested by the police, and will be placed on their trial.	[31, 302, 261, 365]
price-label: double cover, enamel or ornamented silver dial	[1617, 593, 1819, 604]
price-label: two stout gold covers, chronometer movement, with centre second hand, splendid watch for presentation	[1617, 667, 1843, 687]
paragraph: The Orangemen have left for Ballinrobe strongly guarded.	[31, 649, 261, 670]
paragraph: At Sydney, Messrs Tomkins and Pringle have been summoned by the police for permitting Kate and Jane Kelly to exhibit themselves on their premises. The case has been adjourned for a week.	[31, 1178, 261, 1219]
column-3	[545, 44, 802, 1960]
observation: 3 Every watch is accompanied by a written warranty, guaranteeing the regularity and superiority of its workmanship for three years, during which time no charge will be made for repairing if the watch is returned post free.	[1617, 884, 1876, 926]
paragraph: A striking instance of the danger of conveying nourishment to the mouth with the blade of a knife has occurred on the Continent. When the last mail left, a decision was about to be pronounced by the Imperial Royal Tribunal at Marburg upon an action brought by an Italian commercial traveller against the Sudbahn Co., to obtain compensation for injuries sustained by him through a railway accident. The plaintiff, at the moment the collision took place, was in the act of putting a piece of food into his mouth on the point of a penknife, and the shock imparted to his person by the collision caused the knife to penetrate the palate. For this he claims a large pecuniary indemnity. The company, however, refuse to admit any obligation to compensate a person for injuries incurred by his own indiscreetness of conduct and evil manners, pleading that "no decent person eats with his or her knife, and that the plaintiff, having hurt himself in the very act of committing a social delict, must bear the consequence of his offence."	[1080, 171, 1339, 359]
observation: 5 Six per cent. discount will be allowed on orders for six and more watches.	[1617, 950, 1876, 971]
sweep-prize-row	[1350, 993, 1605, 1004]
paragraph: Mr Donald Stronach (on behalf of the New Zealand Loan and Mercantile Agency Company, Limited) reports as follows for the week ending November 24th:—	[813, 257, 1068, 288]
section-heading: LATEST CABLE NEWS.	[49, 47, 243, 65]
prize-amount: £1000	[1578, 972, 1605, 982]
paragraph: Lord Harris, manager of the branch of the City Bank at Sydney, has been arrested for embezzlement of gold valued at £1,900.	[31, 1595, 261, 1626]
paragraph: The total quantity of gold raised in New South Wales from 1851 to 1879 was 8,918,926 oz, at an estimated value of £33,042,362.	[272, 196, 533, 227]
price-row	[1617, 719, 1876, 761]
prize-label: First horse	[1622, 103, 1669, 113]
paragraph: A series of dreadful crimes have just been discovered which were perpetrated by four persons of the name of Bender. Many years ago Bender and his wife, who are both aged people now, made murder and theft the occupation of their lives. Finding, possibly, that fresh victims could not always be readily obtained, they hit upon the expedient of opening an inn, which they called Bender's Hotel. The funds to carry on this place at the outset were obtained by the butchery of a man named Holbrook, on whose person they found a large sum of money. Bender had, dreadful to relate, a son and a daughter who showed a shocking aptitude in carrying out many of the murderous schemes of their parents. Bender describes them in his confession as "very good children," their only fault, in his eyes, being that they both ran away from home before they were 20. It seems, however, that they amply made amends to him for their youthful escapade by their subsequent devotion to the horrible occupation pursued by their father. When Bender had settled down in his hotel at Kansas, and had been joined by his children, he proceeded to construct a trap-door. It happened, however, that the first man doomed could not be lured upon the trap-door; but Miss Bender was equal to the occasion, for she despatched him with a knife. After this, Bender was in the habit of standing behind a curtain and pushing the intended victim on to the trap, and when he fell, a sufficient distance to disable him from making any serious resistance. The younger Benders, who were in waiting below, then fell upon him with knives and completed the crime.	[545, 62, 802, 365]
paragraph: Mr Lyster, of the Opera House, Melbourne, died on the 27th ultimo.	[31, 1385, 261, 1406]
farmers-heading: TO FARMERS AND OTHERS.	[1407, 423, 1548, 434]
column-6	[1350, 44, 1605, 1960]
observations-title: OBSERVATIONS.	[1705, 764, 1787, 775]
article-body	[272, 1024, 533, 1287]
turton-name: SPENCE H. TURTON,	[1403, 261, 1552, 278]
masthead-rule	[27, 40, 1874, 42]
dissolution-text: THE Partnership hitherto existing at Dunedin between the undersigned in the business of Engineers and Ironfounders, under the firm of "KINCAID, McQUEEN, AND CO.," has this day been DISSOLVED by mutual consent. The business will be conducted under the same style by the undersigned, CHARLES McQUEEN, who will discharge all the liabilities of the firm, and receive all monies due.	[1350, 666, 1605, 750]
sweep-cup: WELLINGTON CUP,	[1417, 916, 1538, 931]
prize-label: Second do	[1622, 113, 1667, 123]
mail-line: Mails close at the Clyde Post Office as under:—	[1360, 59, 1563, 69]
price-row	[1617, 688, 1876, 719]
consultation-derby: CROMWELL DERBY.	[1692, 68, 1801, 80]
advertisement-floriline: FLORILINE!—FOR THE TEETH AND BREATH.—A few drops of the liquid "Floriline" sprinkled on a wet tooth-brush produces a pleasant lather, which thoroughly cleanses the teeth from all parasites or impurities, hardens the gums, prevents tartar, stops decay, gives to the teeth a peculiar pearly whiteness, and a delightful fragrance to the breath. It removes all unpleasant odour arising from decayed teeth or tobacco smoke. "The Fragrant Floriline," being composed in part of Honey and sweet herbs, is delicious to the taste, and the greatest toilet discovery of the age. Price 2s 6d, of all Chemists and Perfumers. Prepared by HENRY C. GALLUP, 493, Oxford-st., London.	[1080, 1032, 1339, 1157]
price-value: 2 8	[1864, 625, 1870, 646]
prize-label: Non-starters	[1622, 145, 1676, 155]
divider	[1427, 866, 1529, 867]
paragraph: New York, November 25th. Eight hundred grain cargoes are lying ice-bound in American canals.	[31, 389, 261, 410]
section-subheading: A FAMILY OF MURDERERS.	[588, 47, 759, 60]
mail-notices-heading: MAIL NOTICES.	[1438, 46, 1517, 57]
divider	[622, 751, 725, 752]
divider	[890, 236, 992, 237]
farmers-text: Full particulars may be obtained at the Company's office,	[1350, 501, 1605, 521]
price-row	[1617, 361, 1876, 371]
dissolution-note-signature: CHARLES M'QUEEN.	[1514, 852, 1605, 862]
observation: 6 Our watches have compensation balance, which renders them equally accurate in either hot or cold climate.	[1617, 972, 1876, 993]
divider	[622, 465, 725, 466]
mail-line: PATRICK COTTER, Postmaster.	[1471, 242, 1605, 252]
paragraph: CONSTANTINOPLE, November 26th. Since the entry of Dervish Pasha into Dulcigno renewed fighting has taken place between the Turkish troops and the Albanian inhabitants of the town and surrounding districts. The encounters have been most severe, and have resulted in heavy losses on both sides.	[31, 694, 261, 767]
price-row	[1617, 625, 1876, 646]
paragraph: Grain.—Wheat: We have no alteration to report in the market. Prime milling being still scarce at last week's quotation of 4s 8d; inferior descriptions are neglected. For fowl feed there is an improved demand. We quote prime milling 4s 8d; mediums, 3s 6d to 4s 3d; fowl feed, 2s to 3s 6d. Oats: No improvement in local demand. Considerable parcels have changed hands for shipment, and are going forward on growers' account. Bright feed, 2s 1d to 2s 3d; milling, 2s 4d to 2s 6d; bearded, 1s 9d to 2s 1d. Barley: Market very languid, and brewers being well stocked with both barley and malt, there is only a nominal demand for the present.	[813, 636, 1068, 762]
prize-amount: £150	[1849, 145, 1870, 155]
paragraph: The Intercolonial Conference has adopted the resolution in favour of a Supreme Court of Appeal in the Colonies, and a treaty of extradition of absconding debtors and wife deserters. The Conference will meet at Sydney about Christmas.	[272, 76, 533, 129]
price-label: GOLD KEYLESS WATCH, open face, lever escapement, ten jewels	[1617, 625, 1853, 646]
price-row	[1617, 594, 1876, 604]
paragraph: Sheepskins.—We offered a fair catalogue on Monday, which met with good competition, and prices were well supported. Butchers' cross-bred skins realised 2s 2d to 5s 6d; merinos up to 5s 4d; lambskins, from 1s 2d to 3s 8d per pelt; dry crossbreds, 1s 6d to 6s.	[813, 548, 1068, 600]
sweep-line: To be run in the first week in	[1417, 932, 1538, 942]
rodanow-intro: THE RODANOW MANUFACTURING COMPANY (LIMITED —Capital, 2,000,000 dols) Boston (America), will forward, hereafter, even one single watch to any part of the world at wholesale price, i.e., 35 per cent. cheaper than any watchmaker, as none of them is manufacturing watches himself, but only buying them from here. We call the particular attention of everyone intending to purchase a first-class reliable watch to our following price list:—	[1617, 247, 1876, 330]
column-5	[1080, 44, 1339, 1960]
card-label: [A CARD.]	[1456, 341, 1499, 351]
